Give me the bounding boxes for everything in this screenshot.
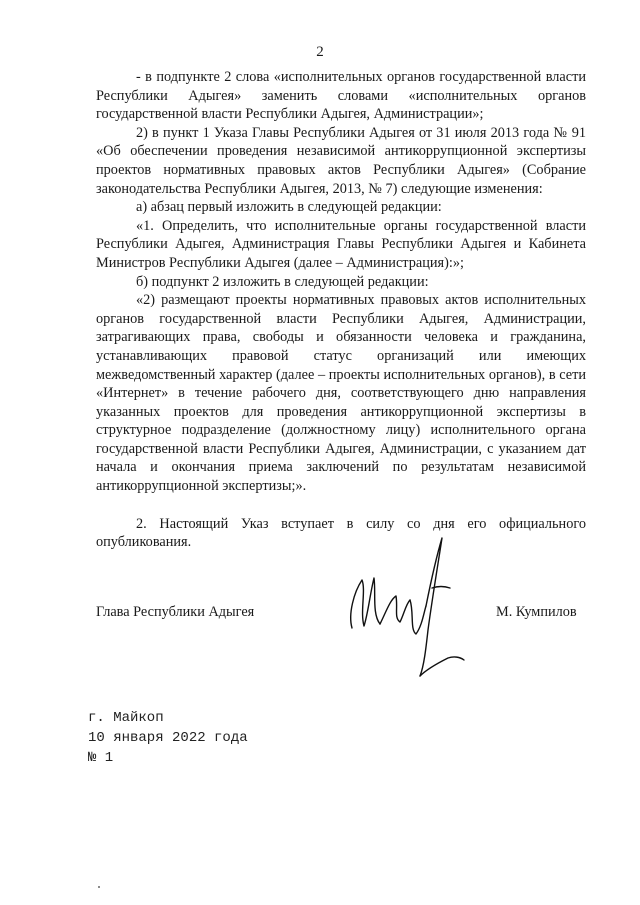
page-number: 2 — [316, 44, 324, 60]
city: г. Майкоп — [88, 710, 164, 726]
document-body — [96, 68, 586, 552]
paragraph-subitem-2-replacement: - в подпункте 2 слова «исполнительных органов государственной власти Республики Адыгея» заменить словами «исполнительных органов государственной власти Республики Адыгея, Администрации»; — [96, 69, 586, 123]
registration-block — [88, 708, 248, 768]
decree-date: 10 января 2022 года — [88, 730, 248, 746]
paragraph-item-2-amendments: 2) в пункт 1 Указа Главы Республики Адыгея от 31 июля 2013 года № 91 «Об обеспечении проведения независимой антикоррупционной экспертизы проектов нормативных правовых актов Республики Адыгея» (Собрание законодательства Республики Адыгея, 2013, № 7) следующие изменения: — [96, 124, 586, 197]
paragraph-entry-into-force: 2. Настоящий Указ вступает в силу со дня его официального опубликования. — [96, 515, 586, 551]
decree-number: № 1 — [88, 750, 114, 766]
paragraph-subitem-a: а) абзац первый изложить в следующей редакции: — [136, 199, 442, 216]
scan-speck — [98, 886, 100, 888]
signatory-name: М. Кумпилов — [496, 604, 577, 620]
handwritten-signature — [340, 530, 470, 680]
paragraph-quote-1: «1. Определить, что исполнительные органы государственной власти Республики Адыгея, Администрация Главы Республики Адыгея и Кабинета Министров Республики Адыгея (далее – Администрация):»; — [96, 217, 586, 271]
signatory-title: Глава Республики Адыгея — [96, 604, 255, 620]
paragraph-quote-2: «2) размещают проекты нормативных правовых актов исполнительных органов государственной власти Республики Адыгея, Администрации, затрагивающих права, свободы и обязанности человека и гражданина, устанавливающих правовой статус организаций или имеющих межведомственный характер (далее – проекты исполнительных органов), в сети «Интернет» в течение рабочего дня, соответствующего дню направления указанных проектов для проведения антикоррупционной экспертизы в структурное подразделение (должностному лицу) исполнительного органа государственной власти Республики Адыгея, Администрации, с указанием дат начала и окончания приема заключений по результатам независимой антикоррупционной экспертизы;». — [96, 292, 586, 495]
paragraph-subitem-b: б) подпункт 2 изложить в следующей редакции: — [136, 273, 429, 290]
